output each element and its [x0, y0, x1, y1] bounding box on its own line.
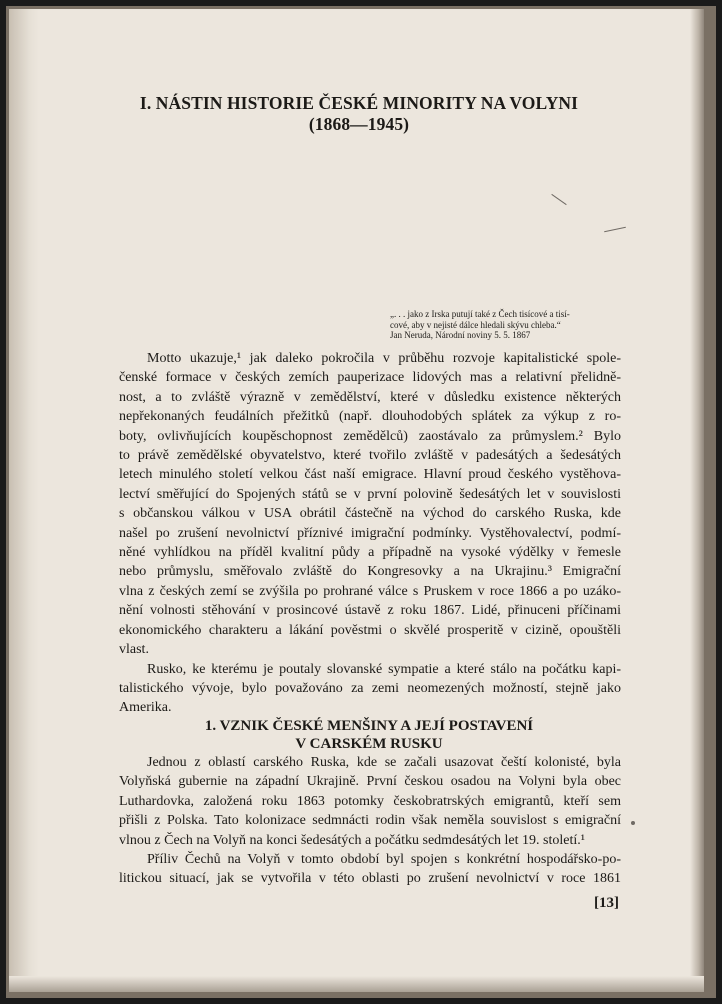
text-line: vlast. — [119, 642, 149, 658]
text-line: nepřekonaných feudálních přežitků (např. dlouhodobých splátek za výkup z ro- — [119, 409, 621, 425]
text-line: Jednou z oblastí carského Ruska, kde se začali usazovat čeští kolonisté, byla — [147, 755, 621, 770]
text-line: s občanskou válkou v USA obrátil částečně na východ do carského Ruska, kde — [119, 506, 621, 522]
text-line: Amerika. — [119, 700, 172, 716]
section-title-line2: V CARSKÉM RUSKU — [295, 736, 443, 752]
text-line: vlna z českých zemí se zvýšila po prohrané válce s Pruskem v roce 1866 a po uzáko- — [119, 583, 621, 599]
text-line: Motto ukazuje,¹ jak daleko pokročila v průběhu rozvoje kapitalistické spole- — [147, 351, 621, 366]
section-paragraph-1 — [119, 753, 621, 850]
page-spine-shadow — [9, 9, 39, 992]
intro-paragraph-2 — [119, 660, 621, 718]
text-line: něné vyhlídkou na příděl kvalitní půdy a případně na vysoké výdělky v řemesle — [119, 545, 621, 561]
ink-dot — [631, 821, 635, 825]
book-page — [9, 9, 704, 992]
intro-text — [119, 349, 621, 718]
text-line: lectví směřující do Spojených států se v první polovině šedesátých let v souvislosti — [119, 486, 621, 502]
section-title-line1: 1. VZNIK ČESKÉ MENŠINY A JEJÍ POSTAVENÍ — [204, 718, 534, 734]
text-line: Příliv Čechů na Volyň v tomto období byl spojen s konkrétní hospodářsko-po- — [147, 852, 621, 868]
section-title — [159, 717, 579, 753]
intro-paragraph-1 — [119, 349, 621, 660]
page-number: [13] — [594, 895, 619, 911]
page-edge-shadow — [690, 9, 704, 992]
epigraph — [390, 309, 620, 341]
chapter-title-line2: (1868—1945) — [308, 114, 410, 134]
text-line: nění volnosti stěhování v prosincové ústavě z roku 1867. Lidé, přinuceni příčinami — [119, 603, 621, 619]
chapter-title — [109, 93, 609, 135]
text-line: Luthardovka, založená roku 1863 potomky českobratrských emigrantů, kteří sem — [119, 793, 621, 809]
pencil-mark — [551, 194, 566, 205]
text-line: Rusko, ke kterému je poutaly slovanské sympatie a které stálo na počátku kapi- — [147, 661, 621, 677]
chapter-title-line1: I. NÁSTIN HISTORIE ČESKÉ MINORITY NA VOLYNI — [139, 93, 579, 113]
text-line: Volyňská gubernie na západní Ukrajině. První českou osadou na Volyni byla obec — [119, 774, 621, 790]
section-paragraph-2 — [119, 850, 621, 889]
section-text — [119, 753, 621, 889]
text-line: nost, a to zvláště výrazně v zemědělství, které v důsledku existence některých — [119, 389, 621, 405]
text-line: talistického vývoje, bylo považováno za zemi neomezených možností, stejně jako — [119, 680, 621, 696]
text-line: čenské formace v českých zemích pauperizace lidových mas a relativní přelidně- — [119, 370, 621, 386]
epigraph-line: „. . . jako z Irska putují také z Čech tisícové a tisí- — [390, 309, 570, 319]
text-line: letech minulého století velkou část naší emigrace. Hlavní proud českého vystěhova- — [119, 467, 621, 483]
page-bottom-shadow — [9, 976, 704, 992]
text-line: to právě zemědělské obyvatelstvo, které tvořilo zvláště v padesátých a šedesátých — [119, 448, 621, 464]
text-line: vlnou z Čech na Volyň na konci šedesátých a počátku sedmdesátých let 19. století.¹ — [119, 832, 585, 848]
text-line: litickou situací, jak se vytvořila v této oblasti po zrušení nevolnictví v roce 1861 — [119, 871, 621, 887]
text-line: přišli z Polska. Tato kolonizace sedmnácti rodin však neměla souvislost s emigrační — [119, 813, 621, 829]
text-line: nebo průmyslu, směřovalo zvláště do Kongresovky a na Ukrajinu.³ Emigrační — [119, 564, 621, 580]
epigraph-source: Jan Neruda, Národní noviny 5. 5. 1867 — [390, 330, 531, 340]
text-line: ekonomického charakteru a lákání pověstmi o skvělé prosperitě v cizině, opouštěli — [119, 622, 621, 638]
epigraph-line: cové, aby v nejisté dálce hledali skývu chleba.“ — [390, 319, 561, 330]
pencil-mark — [604, 227, 626, 233]
text-line: boty, ovlivňujících koupěschopnost zemědělců) zaostávalo za průmyslem.² Bylo — [119, 428, 621, 444]
text-line: našel po zrušení nevolnictví příznivé imigrační podmínky. Vystěhovalectví, podmí- — [119, 525, 621, 541]
